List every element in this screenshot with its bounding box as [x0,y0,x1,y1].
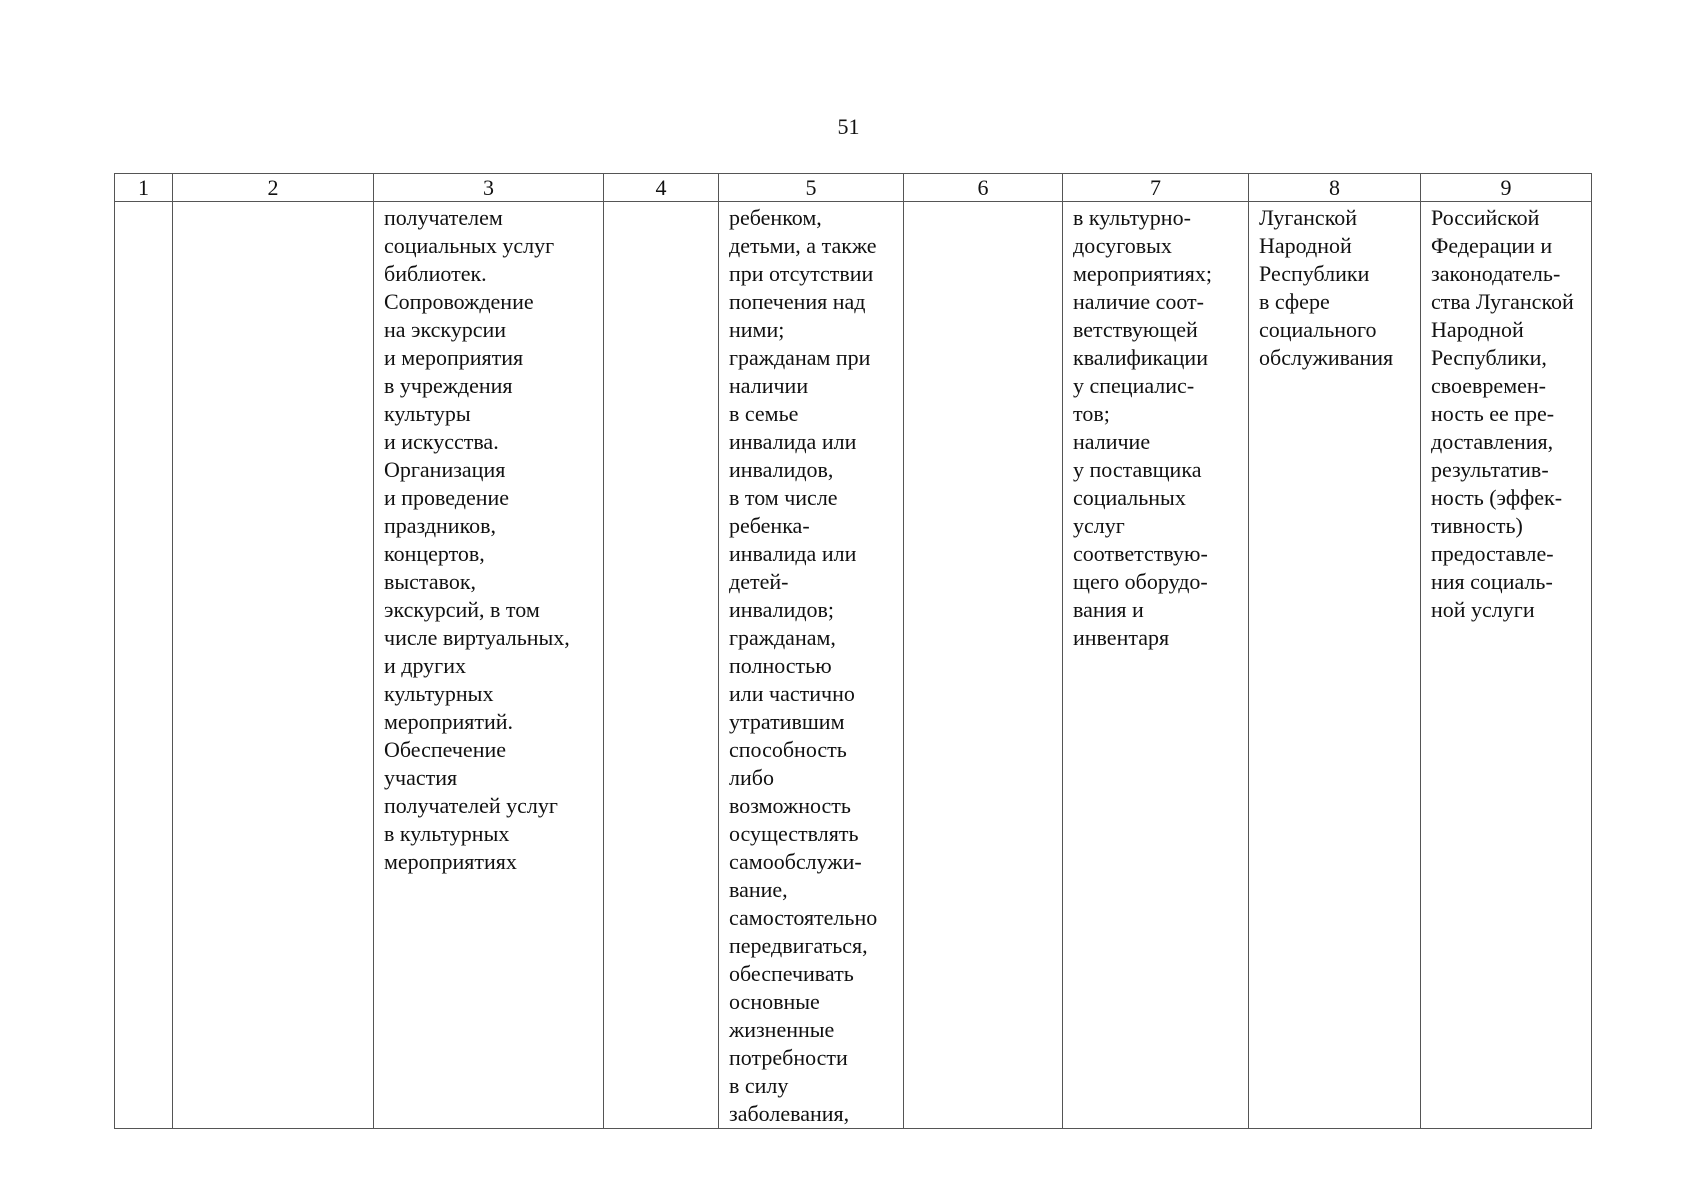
cell-text-line: культуры [384,401,471,426]
cell-text-line: мероприятиях; [1073,261,1212,286]
cell-text-line: Федерации и [1431,233,1553,258]
cell-text-line: гражданам при [729,345,871,370]
cell-text-line: участия [384,765,458,790]
cell-text-line: законодатель- [1431,261,1561,286]
cell-text-line: Республики, [1431,345,1547,370]
cell-text-line: услуг [1073,513,1125,538]
cell-text-line: детей- [729,569,789,594]
cell-text-line: ветствующей [1073,317,1198,342]
cell-text-line: в культурных [384,821,510,846]
cell-text-line: тов; [1073,401,1110,426]
cell-text-line: обслуживания [1259,345,1394,370]
cell-text-line: наличии [729,373,809,398]
cell-text-line: на экскурсии [384,317,507,342]
cell-text-line: в том числе [729,485,838,510]
cell-text-line: тивность) [1431,513,1523,538]
column-header-1: 1 [115,174,173,202]
cell-text-line: Организация [384,457,506,482]
cell-col-1 [115,202,173,1129]
cell-text-line: выставок, [384,569,477,594]
cell-text-line: социального [1259,317,1377,342]
cell-text-line: мероприятий. [384,709,514,734]
cell-text-line: получателем [384,205,503,230]
cell-text-line: заболевания, [729,1101,850,1126]
cell-text-line: доставления, [1431,429,1554,454]
cell-text-line: Народной [1431,317,1524,342]
cell-text-line: ребенком, [729,205,822,230]
column-header-6: 6 [904,174,1063,202]
cell-text-line: ность ее пре- [1431,401,1555,426]
cell-text-line: при отсутствии [729,261,874,286]
cell-text-line: детьми, а также [729,233,877,258]
cell-text-line: у поставщика [1073,457,1202,482]
cell-text-line: ной услуги [1431,597,1535,622]
cell-text-line: социальных [1073,485,1186,510]
cell-text-line: самостоятельно [729,905,878,930]
cell-text-line: культурных [384,681,494,706]
cell-text-line: числе виртуальных, [384,625,570,650]
cell-text-line: экскурсий, в том [384,597,540,622]
cell-col-4 [604,202,719,1129]
cell-text-line: в культурно- [1073,205,1191,230]
cell-text-line: ния социаль- [1431,569,1553,594]
services-table [114,173,1592,1129]
cell-text-line: наличие [1073,429,1151,454]
cell-text-line: досуговых [1073,233,1172,258]
cell-col-5 [719,202,904,1129]
cell-text-line: своевремен- [1431,373,1546,398]
cell-text-line: Обеспечение [384,737,506,762]
cell-col-6 [904,202,1063,1129]
cell-text-line: передвигаться, [729,933,868,958]
column-header-2: 2 [173,174,374,202]
cell-text-line: предоставле- [1431,541,1554,566]
cell-col-7 [1063,202,1249,1129]
cell-text-line: квалификации [1073,345,1208,370]
cell-text-line: самообслужи- [729,849,862,874]
cell-text-line: полностью [729,653,832,678]
cell-text-line: обеспечивать [729,961,854,986]
cell-text-line: соответствую- [1073,541,1208,566]
page-number: 51 [837,114,860,139]
cell-text-line: или частично [729,681,855,706]
cell-text-line: жизненные [729,1017,835,1042]
header-row [115,174,1592,202]
cell-text-line: способность [729,737,847,762]
column-header-8: 8 [1249,174,1421,202]
cell-text-line: в учреждения [384,373,513,398]
column-header-7: 7 [1063,174,1249,202]
cell-col-9 [1421,202,1592,1129]
cell-text-line: вания и [1073,597,1144,622]
cell-text-line: осуществлять [729,821,859,846]
cell-text-line: получателей услуг [384,793,558,818]
cell-text-line: праздников, [384,513,497,538]
table-row [115,202,1592,1129]
cell-text-line: наличие соот- [1073,289,1205,314]
cell-text-line: возможность [729,793,851,818]
cell-text-line: щего оборудо- [1073,569,1208,594]
cell-col-3 [374,202,604,1129]
cell-text-line: инвалида или [729,541,857,566]
cell-text-line: основные [729,989,820,1014]
cell-text-line: в сфере [1259,289,1330,314]
cell-text-line: ства Луганской [1431,289,1574,314]
cell-text-line: в семье [729,401,799,426]
cell-text-line: Сопровождение [384,289,534,314]
cell-text-line: ними; [729,317,785,342]
cell-text-line: вание, [729,877,788,902]
cell-col-8 [1249,202,1421,1129]
cell-text-line: мероприятиях [384,849,517,874]
cell-text-line: Республики [1259,261,1370,286]
cell-text-line: результатив- [1431,457,1549,482]
cell-text-line: попечения над [729,289,866,314]
cell-text-line: потребности [729,1045,848,1070]
cell-col-2 [173,202,374,1129]
cell-text-line: Народной [1259,233,1352,258]
cell-text-line: Луганской [1259,205,1358,230]
cell-text-line: и других [384,653,466,678]
cell-text-line: и проведение [384,485,510,510]
cell-text-line: социальных услуг [384,233,555,258]
cell-text-line: ность (эффек- [1431,485,1563,510]
cell-text-line: концертов, [384,541,485,566]
cell-text-line: гражданам, [729,625,836,650]
cell-text-line: инвентаря [1073,625,1170,650]
cell-text-line: утратившим [729,709,845,734]
cell-text-line: библиотек. [384,261,487,286]
cell-text-line: и мероприятия [384,345,524,370]
cell-text-line: в силу [729,1073,789,1098]
cell-text-line: Российской [1431,205,1540,230]
cell-text-line: инвалидов, [729,457,834,482]
cell-text-line: инвалидов; [729,597,835,622]
column-header-3: 3 [374,174,604,202]
cell-text-line: и искусства. [384,429,499,454]
column-header-9: 9 [1421,174,1592,202]
column-header-4: 4 [604,174,719,202]
cell-text-line: либо [729,765,774,790]
cell-text-line: у специалис- [1073,373,1195,398]
column-header-5: 5 [719,174,904,202]
cell-text-line: ребенка- [729,513,810,538]
cell-text-line: инвалида или [729,429,857,454]
